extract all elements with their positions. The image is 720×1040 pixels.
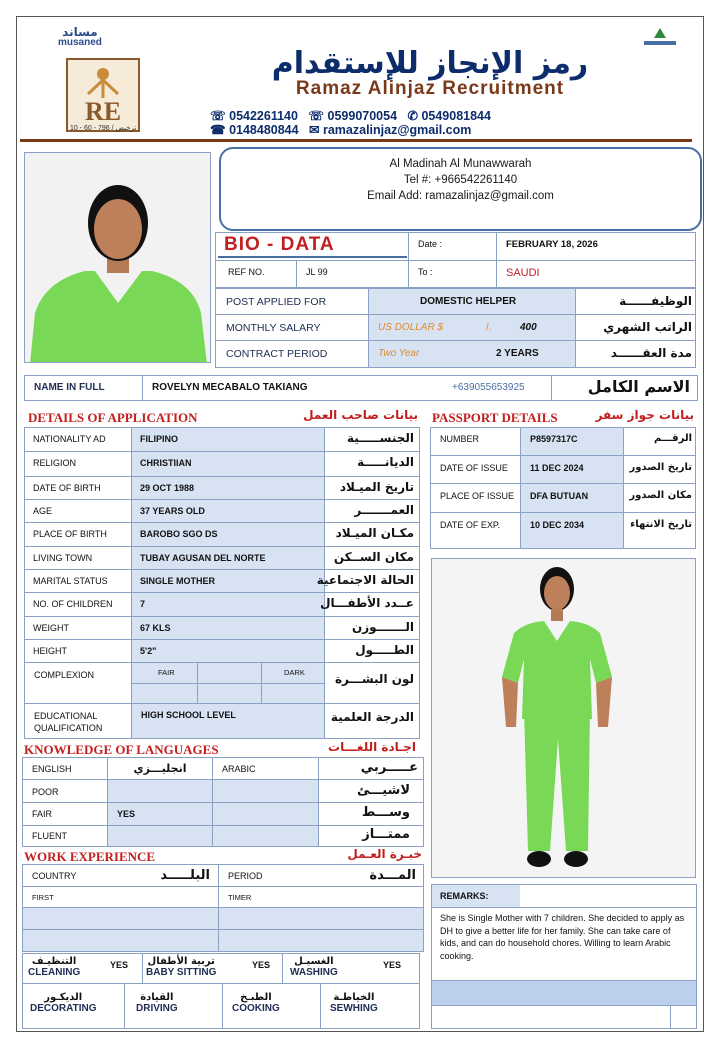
skill-decorating bbox=[30, 992, 96, 1014]
post-value: DOMESTIC HELPER bbox=[420, 296, 517, 307]
details-row bbox=[24, 639, 420, 662]
phone-icon: ☏ bbox=[308, 109, 325, 123]
details-row-value: 67 KLS bbox=[140, 623, 171, 633]
details-row bbox=[24, 616, 420, 639]
details-row-value: 5'2" bbox=[140, 646, 157, 656]
details-row-label: NO. OF CHILDREN bbox=[33, 599, 113, 609]
divider bbox=[22, 779, 424, 780]
divider bbox=[22, 802, 424, 803]
ministry-logo bbox=[640, 26, 680, 48]
skill-washing-value: YES bbox=[383, 960, 402, 970]
work-period: PERIOD bbox=[228, 871, 263, 881]
details-row-ar: الجنســـــية bbox=[346, 431, 414, 445]
details-row-label: HEIGHT bbox=[33, 646, 68, 656]
divider bbox=[282, 953, 283, 983]
musaned-logo bbox=[58, 26, 102, 48]
work-timer: TIMER bbox=[228, 893, 252, 902]
skill-driving bbox=[136, 992, 178, 1014]
salary-label-ar: الراتب الشهري bbox=[603, 320, 692, 334]
agency-title-ar: رمز الإنجاز للإستقدام bbox=[271, 46, 589, 81]
passport-row-label: NUMBER bbox=[440, 434, 480, 444]
to-label: To : bbox=[418, 267, 433, 277]
ref-label: REF NO. bbox=[228, 267, 265, 277]
details-row-ar: مكان الســكن bbox=[333, 550, 414, 564]
skill-cleaning-ar: التنظيـف bbox=[31, 956, 77, 967]
work-country: COUNTRY bbox=[32, 871, 77, 881]
passport-row bbox=[430, 427, 696, 455]
details-row bbox=[24, 546, 420, 569]
divider bbox=[215, 340, 696, 341]
contract-hint: Two Year bbox=[378, 348, 420, 359]
divider bbox=[670, 1006, 671, 1028]
details-row-ar: الـــــــوزن bbox=[351, 620, 414, 634]
post-label-ar: الوظيفــــــة bbox=[619, 294, 692, 308]
work-country-ar: البلـــــد bbox=[160, 868, 210, 883]
divider bbox=[124, 983, 125, 1029]
name-label: NAME IN FULL bbox=[34, 382, 105, 393]
phone-3: 0549081844 bbox=[421, 109, 491, 123]
details-row-value: FILIPINO bbox=[140, 434, 178, 444]
passport-row bbox=[430, 455, 696, 483]
header-email: ramazalinjaz@gmail.com bbox=[322, 123, 472, 137]
skill-cleaning bbox=[28, 956, 80, 978]
remarks-text: She is Single Mother with 7 children. She decided to apply as DH to give a better life for her family. She can take care of kids, and can do household chores. Willing to learn Arabic cooking. bbox=[440, 913, 685, 961]
skill-washing bbox=[290, 956, 338, 978]
details-row-ar: الطـــــول bbox=[355, 643, 414, 657]
details-row-value: SINGLE MOTHER bbox=[140, 576, 216, 586]
complexion-fair: FAIR bbox=[158, 668, 175, 677]
skill-cooking-en: COOKING bbox=[232, 1003, 280, 1014]
details-row-label: AGE bbox=[33, 506, 53, 516]
phone-icon: ☏ bbox=[210, 109, 226, 123]
contact-box bbox=[219, 147, 702, 231]
biodata-title: BIO - DATA bbox=[224, 234, 335, 255]
whatsapp-icon: ✆ bbox=[407, 109, 418, 123]
phone-2: 0599070054 bbox=[327, 109, 398, 123]
details-row-value: 7 bbox=[140, 599, 146, 609]
details-row-value: 37 YEARS OLD bbox=[140, 506, 205, 516]
details-row-label: DATE OF BIRTH bbox=[33, 483, 101, 493]
portrait-photo bbox=[24, 152, 211, 363]
passport-row-label: DATE OF EXP. bbox=[440, 520, 501, 530]
passport-row-value: 11 DEC 2024 bbox=[530, 463, 584, 473]
details-row-ar: العمـــــــر bbox=[354, 503, 414, 517]
post-label: POST APPLIED FOR bbox=[226, 296, 327, 308]
details-row-label: NATIONALITY AD bbox=[33, 434, 106, 444]
divider bbox=[197, 663, 198, 703]
salary-currency: US DOLLAR $ bbox=[378, 322, 444, 333]
divider bbox=[215, 260, 696, 261]
passport-row-value: 10 DEC 2034 bbox=[530, 520, 585, 530]
work-heading-ar: خبـرة العـمل bbox=[347, 847, 422, 861]
details-heading-ar: بيانات صاحب العمل bbox=[303, 408, 418, 422]
divider bbox=[296, 260, 297, 288]
passport-heading-ar: بيانات جواز سفر bbox=[595, 408, 694, 422]
agency-logo bbox=[66, 58, 140, 132]
languages-heading: KNOWLEDGE OF LANGUAGES bbox=[24, 742, 219, 757]
full-body-photo bbox=[431, 558, 696, 878]
education-ar: الدرجة العلمية bbox=[330, 710, 414, 724]
lang-fluent-ar: ممتـــاز bbox=[362, 827, 410, 842]
svg-text:RE: RE bbox=[84, 97, 122, 126]
details-row-label: RELIGION bbox=[33, 458, 77, 468]
lang-english: ENGLISH bbox=[32, 764, 72, 774]
work-heading: WORK EXPERIENCE bbox=[24, 849, 156, 864]
contract-label-ar: مدة العقــــــد bbox=[610, 346, 692, 360]
divider bbox=[551, 375, 552, 401]
details-row bbox=[24, 522, 420, 545]
languages-fill bbox=[108, 779, 318, 846]
salary-value: 400 bbox=[520, 322, 537, 333]
languages-heading-ar: اجـادة اللغـــات bbox=[328, 740, 416, 754]
details-row bbox=[24, 569, 420, 592]
education-value: HIGH SCHOOL LEVEL bbox=[141, 710, 236, 720]
details-row-label: WEIGHT bbox=[33, 623, 69, 633]
divider bbox=[22, 907, 424, 908]
divider bbox=[22, 825, 424, 826]
divider bbox=[24, 662, 420, 663]
divider bbox=[132, 683, 324, 684]
complexion-label: COMPLEXION bbox=[34, 670, 95, 680]
divider bbox=[24, 703, 420, 704]
license-number: 10 - 60 - 796 / ترخيص bbox=[70, 125, 137, 132]
divider bbox=[368, 288, 369, 368]
lang-english-ar: انجليـــزي bbox=[133, 762, 187, 775]
remarks-band bbox=[432, 980, 696, 1006]
ref-value: JL 99 bbox=[306, 267, 328, 277]
skill-cooking bbox=[232, 992, 280, 1014]
email-icon: ✉ bbox=[309, 123, 320, 137]
phone-line-1 bbox=[210, 108, 491, 123]
divider bbox=[575, 288, 576, 368]
details-row-ar: الديانـــــة bbox=[357, 455, 414, 469]
date-label: Date : bbox=[418, 239, 443, 249]
skill-driving-en: DRIVING bbox=[136, 1003, 178, 1014]
skill-sewhing-en: SEWHING bbox=[330, 1003, 378, 1014]
contract-value: 2 YEARS bbox=[496, 348, 539, 359]
skill-washing-ar: الغسيـل bbox=[294, 956, 334, 967]
lang-poor: POOR bbox=[32, 787, 59, 797]
divider bbox=[222, 983, 223, 1029]
salary-separator: /. bbox=[486, 322, 492, 333]
skill-sewhing bbox=[330, 992, 378, 1014]
skill-baby-value: YES bbox=[252, 960, 271, 970]
contract-label: CONTRACT PERIOD bbox=[226, 348, 328, 360]
skill-cooking-ar: الطبـخ bbox=[240, 992, 272, 1003]
name-value: ROVELYN MECABALO TAKIANG bbox=[152, 382, 308, 393]
divider bbox=[22, 886, 424, 887]
details-row bbox=[24, 499, 420, 522]
salary-label: MONTHLY SALARY bbox=[226, 322, 321, 334]
details-row-ar: الحالة الاجتماعية bbox=[316, 573, 414, 587]
contact-city: Al Madinah Al Munawwarah bbox=[389, 158, 532, 170]
details-row-label: PLACE OF BIRTH bbox=[33, 529, 107, 539]
passport-row-ar: مكان الصدور bbox=[629, 490, 692, 501]
remarks-label: REMARKS: bbox=[440, 891, 489, 901]
lang-fair: FAIR bbox=[32, 809, 53, 819]
skills-table bbox=[22, 953, 420, 1029]
details-row-ar: مكـان الميـلاد bbox=[335, 526, 414, 540]
details-row-value: 29 OCT 1988 bbox=[140, 483, 195, 493]
lang-arabic: ARABIC bbox=[222, 764, 256, 774]
details-row-value: BAROBO SGO DS bbox=[140, 529, 218, 539]
passport-heading: PASSPORT DETAILS bbox=[432, 410, 558, 425]
skill-baby-ar: تربية الأطفال bbox=[147, 956, 215, 967]
details-row bbox=[24, 451, 420, 474]
phone-4: 0148480844 bbox=[229, 123, 299, 137]
passport-row-ar: تاريخ الانتهاء bbox=[630, 519, 692, 530]
divider bbox=[142, 375, 143, 401]
details-heading: DETAILS OF APPLICATION bbox=[28, 410, 198, 425]
lang-arabic-ar: عـــــربي bbox=[360, 760, 418, 775]
complexion-ar: لون البشـــرة bbox=[334, 672, 414, 686]
passport-row-value: DFA BUTUAN bbox=[530, 491, 589, 501]
contact-tel: Tel #: +966542261140 bbox=[403, 174, 518, 186]
divider bbox=[218, 864, 219, 952]
divider bbox=[261, 663, 262, 703]
biodata-underline bbox=[218, 256, 407, 258]
lang-poor-ar: لاشيـــئ bbox=[356, 783, 410, 798]
musaned-logo-en: musaned bbox=[58, 37, 102, 48]
passport-row-ar: الرقـــم bbox=[653, 433, 692, 444]
skill-baby bbox=[146, 956, 216, 978]
details-row-ar: عــدد الأطفـــال bbox=[320, 596, 414, 610]
fax-icon: ☎ bbox=[210, 123, 226, 137]
details-row-value: CHRISTIIAN bbox=[140, 458, 192, 468]
passport-row-ar: تاريخ الصدور bbox=[629, 462, 692, 473]
divider bbox=[320, 983, 321, 1029]
divider bbox=[431, 907, 697, 908]
lang-fair-ar: وســـط bbox=[361, 805, 410, 820]
details-row bbox=[24, 592, 420, 615]
passport-row bbox=[430, 483, 696, 512]
details-row bbox=[24, 428, 420, 451]
divider bbox=[142, 953, 143, 983]
phone-1: 0542261140 bbox=[229, 109, 298, 123]
to-value: SAUDI bbox=[506, 267, 540, 279]
name-label-ar: الاسم الكامل bbox=[587, 377, 690, 396]
skill-washing-en: WASHING bbox=[290, 967, 338, 978]
phone-line-2 bbox=[210, 122, 471, 137]
passport-row-label: DATE OF ISSUE bbox=[440, 463, 508, 473]
skill-decorating-en: DECORATING bbox=[30, 1003, 97, 1014]
skill-sewhing-ar: الخياطـة bbox=[333, 992, 375, 1003]
details-row-label: MARITAL STATUS bbox=[33, 576, 108, 586]
details-row-label: LIVING TOWN bbox=[33, 553, 93, 563]
details-row-value: TUBAY AGUSAN DEL NORTE bbox=[140, 553, 266, 563]
name-phone: +639055653925 bbox=[452, 382, 525, 393]
passport-row-label: PLACE OF ISSUE bbox=[440, 491, 515, 501]
skill-cleaning-value: YES bbox=[110, 960, 129, 970]
details-row-ar: تاريخ الميـلاد bbox=[339, 480, 414, 494]
header-banner bbox=[20, 20, 692, 142]
skill-decorating-ar: الديكـور bbox=[44, 992, 83, 1003]
skill-cleaning-en: CLEANING bbox=[28, 967, 81, 978]
skill-driving-ar: القيادة bbox=[140, 992, 174, 1003]
work-first: FIRST bbox=[32, 893, 54, 902]
contact-email: Email Add: ramazalinjaz@gmail.com bbox=[367, 190, 554, 202]
passport-row bbox=[430, 512, 696, 549]
lang-fluent: FLUENT bbox=[32, 831, 68, 841]
divider bbox=[22, 983, 420, 984]
education-label: EDUCATIONAL QUALIFICATION bbox=[34, 711, 103, 733]
agency-title-en: Ramaz Alinjaz Recruitment bbox=[295, 78, 565, 99]
work-period-ar: المـــدة bbox=[369, 868, 416, 883]
details-row bbox=[24, 476, 420, 499]
skill-baby-en: BABY SITTING bbox=[146, 967, 217, 978]
divider bbox=[22, 929, 424, 930]
complexion-dark: DARK bbox=[284, 668, 305, 677]
passport-row-value: P8597317C bbox=[530, 434, 578, 444]
divider bbox=[215, 314, 696, 315]
musaned-logo-ar: مساند bbox=[62, 25, 98, 39]
lang-fair-value: YES bbox=[117, 809, 136, 819]
date-value: FEBRUARY 18, 2026 bbox=[506, 239, 598, 250]
